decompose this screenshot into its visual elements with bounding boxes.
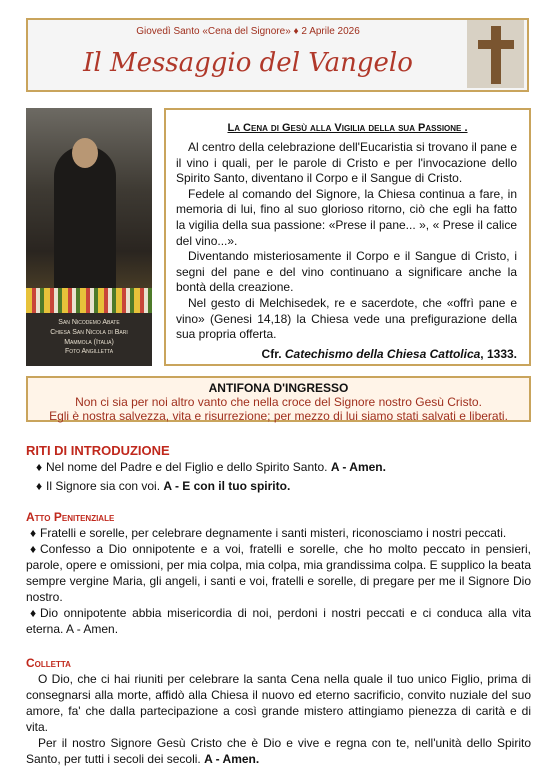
header-box	[26, 18, 529, 92]
citation	[262, 347, 517, 361]
colletta-section	[26, 655, 531, 767]
article-paragraph: Nel gesto di Melchisedek, re e sacerdote, che «offrì pane e vino» (Genesi 14,18) la Chiesa vede una prefigurazione della sua propria offerta.	[176, 295, 517, 342]
article-paragraph: Fedele al comando del Signore, la Chiesa continua a fare, in memoria di lui, fino al suo glorioso ritorno, ciò che egli ha fatto la vigilia della sua passione: «Prese il pane... », « Prese il calice del vino...».	[176, 186, 517, 248]
citation-work: Catechismo della Chiesa Cattolica	[284, 347, 481, 361]
article-paragraph: Diventando misteriosamente il Corpo e il Sangue di Cristo, i segni del pane e del vino continuano a significare anche la bontà della creazione.	[176, 249, 517, 295]
cross-horizontal	[478, 40, 514, 49]
diamond-icon: ♦	[35, 460, 43, 474]
diamond-icon: ♦	[29, 542, 37, 556]
atto-section	[26, 509, 531, 637]
article-paragraph: Al centro della celebrazione dell'Eucaristia si trovano il pane e il vino i quali, per le parole di Cristo e per l'invocazione dello Spirito Santo, diventano il Corpo e il Sangue di Cristo.	[176, 140, 517, 186]
article-box	[164, 108, 531, 366]
article-body	[176, 140, 517, 343]
photo-caption	[26, 313, 152, 366]
colletta-paragraph	[26, 735, 531, 767]
riti-response: A - Amen.	[330, 460, 386, 474]
cross-vertical	[491, 26, 501, 84]
citation-prefix: Cfr.	[261, 347, 282, 361]
citation-suffix: , 1333.	[480, 347, 517, 361]
riti-text: Nel nome del Padre e del Figlio e dello Spirito Santo.	[46, 460, 331, 474]
atto-item	[26, 605, 531, 637]
colletta-response: A - Amen.	[204, 752, 260, 766]
article-title: La Cena di Gesù alla Vigilia della sua Passione .	[227, 122, 468, 134]
caption-line: Mammola (Italia)	[64, 338, 114, 346]
caption-line: San Nicodemo Abate	[58, 319, 120, 326]
atto-item	[26, 525, 531, 541]
antifona-line: Egli è nostra salvezza, vita e risurrezione; per mezzo di lui siamo stati salvati e liberati.	[49, 409, 508, 423]
antifona-title: ANTIFONA D'INGRESSO	[208, 381, 349, 395]
caption-line: Chiesa San Nicola di Bari	[50, 328, 128, 336]
riti-item	[26, 478, 531, 494]
saint-photo	[26, 108, 152, 366]
riti-response: A - E con il tuo spirito.	[163, 479, 291, 493]
atto-text: Dio onnipotente abbia misericordia di noi, perdoni i nostri peccati e ci conduca alla vita eterna. A - Amen.	[26, 606, 531, 636]
riti-section	[26, 442, 531, 494]
diamond-icon: ♦	[35, 479, 43, 493]
colletta-paragraph: O Dio, che ci hai riuniti per celebrare la santa Cena nella quale il tuo unico Figlio, prima di consegnarsi alla morte, affidò alla Chiesa il nuovo ed eterno sacrificio, convito nuziale del suo amore, fa' che dalla partecipazione a così grande mistero attingiamo pienezza di carità e di vita.	[26, 672, 531, 734]
colletta-title: Colletta	[26, 656, 71, 670]
saint-face	[72, 138, 98, 168]
page-title: Il Messaggio del Vangelo	[83, 48, 413, 78]
antifona-box	[26, 376, 531, 422]
atto-item	[26, 541, 531, 605]
atto-text: Fratelli e sorelle, per celebrare degnamente i santi misteri, riconosciamo i nostri peccati.	[40, 526, 507, 540]
date-line: Giovedì Santo «Cena del Signore» ♦ 2 Aprile 2026	[136, 26, 360, 37]
antifona-line: Non ci sia per noi altro vanto che nella croce del Signore nostro Gesù Cristo.	[75, 395, 482, 409]
diamond-icon: ♦	[29, 606, 37, 620]
cross-image	[467, 20, 524, 88]
caption-line: Foto Angilletta	[64, 348, 114, 356]
riti-text: Il Signore sia con voi.	[46, 479, 164, 493]
riti-title: RITI DI INTRODUZIONE	[26, 443, 170, 458]
colletta-text: Per il nostro Signore Gesù Cristo che è Dio e vive e regna con te, nell'unità dello Spirito Santo, per tutti i secoli dei secoli.	[26, 736, 531, 766]
diamond-icon: ♦	[29, 526, 37, 540]
flowers	[26, 288, 152, 313]
atto-text: Confesso a Dio onnipotente e a voi, fratelli e sorelle, che ho molto peccato in pensieri, parole, opere e omissioni, per mia colpa, mia colpa, mia grandissima colpa. E supplico la beata sempre vergine Maria, gli angeli, i santi e voi, fratelli e sorelle, di pregare per me il Signore Dio nostro.	[26, 542, 531, 604]
saint-figure	[54, 146, 116, 296]
riti-item	[26, 459, 531, 475]
atto-title: Atto Penitenziale	[26, 510, 115, 524]
